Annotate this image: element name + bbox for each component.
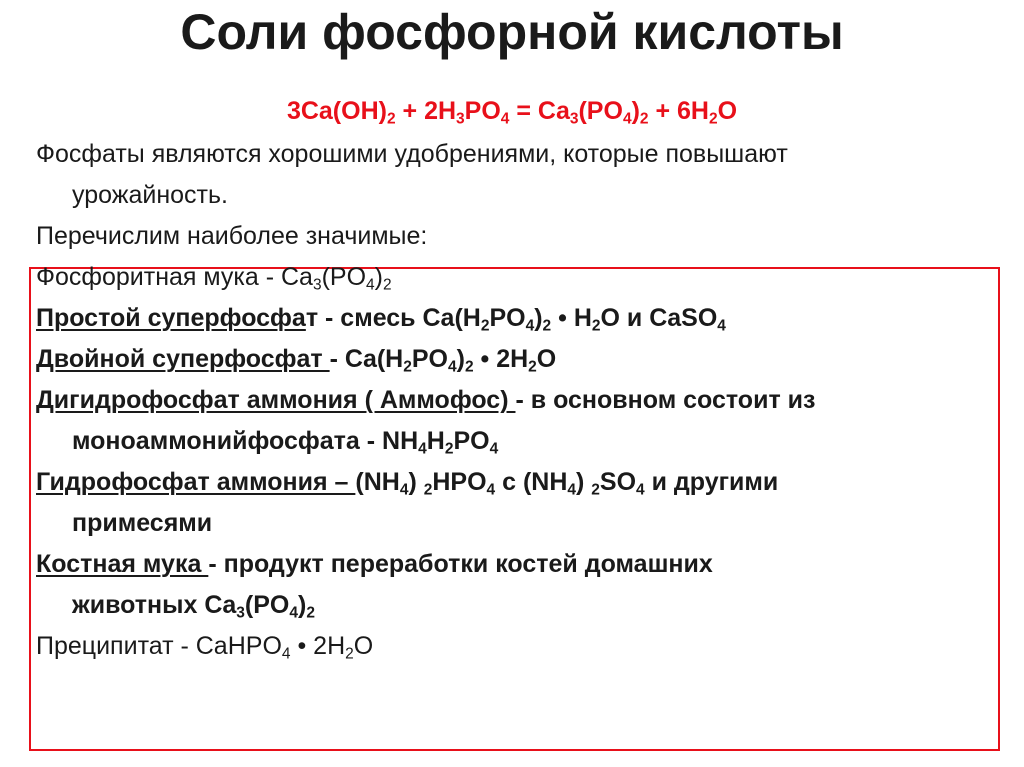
subscript: 2 bbox=[386, 110, 396, 128]
subscript: 2 bbox=[382, 276, 392, 294]
text-run: O bbox=[353, 632, 374, 660]
subscript: 4 bbox=[281, 645, 291, 663]
subscript: 2 bbox=[423, 481, 433, 499]
term-name: Простой суперфосфа bbox=[36, 304, 306, 332]
text-run: примесями bbox=[72, 509, 213, 537]
text-run: - продукт переработки костей домашних bbox=[208, 550, 713, 578]
text-run: • 2H bbox=[290, 632, 346, 660]
line-hydrophosphate-1 bbox=[36, 462, 996, 503]
text-run: H bbox=[426, 427, 445, 455]
subscript: 2 bbox=[528, 358, 537, 376]
subscript: 3 bbox=[312, 276, 322, 294]
text-run: ) bbox=[408, 468, 424, 496]
line-hydrophosphate-2 bbox=[36, 503, 996, 544]
line-precipitate bbox=[36, 626, 996, 667]
line-intro-2 bbox=[36, 175, 996, 216]
subscript: 4 bbox=[500, 110, 510, 128]
text-run: ) bbox=[298, 591, 307, 619]
line-list-heading bbox=[36, 216, 996, 257]
subscript: 3 bbox=[569, 110, 579, 128]
text-run: O и CaSO bbox=[600, 304, 718, 332]
subscript: 3 bbox=[456, 110, 465, 128]
text-run: (PO bbox=[578, 97, 623, 125]
subscript: 4 bbox=[717, 317, 726, 335]
subscript: 4 bbox=[636, 481, 645, 499]
text-run: O bbox=[536, 345, 557, 373]
text-run: + 6H bbox=[648, 97, 709, 125]
text-run: PO bbox=[411, 345, 448, 373]
subscript: 4 bbox=[289, 604, 298, 622]
subscript: 2 bbox=[639, 110, 649, 128]
line-ammophos-1 bbox=[36, 380, 996, 421]
line-simple-superphosphate bbox=[36, 298, 996, 339]
line-intro-1 bbox=[36, 134, 996, 175]
subscript: 4 bbox=[489, 440, 499, 458]
line-ammophos-2 bbox=[36, 421, 996, 462]
text-run: PO bbox=[464, 97, 501, 125]
text-run: ) bbox=[456, 345, 465, 373]
text-run: урожайность. bbox=[72, 181, 228, 209]
text-run: HPO bbox=[432, 468, 487, 496]
subscript: 4 bbox=[399, 481, 409, 499]
reaction-equation bbox=[0, 95, 1024, 127]
subscript: 4 bbox=[366, 276, 375, 294]
subscript: 4 bbox=[622, 110, 632, 128]
subscript: 2 bbox=[591, 317, 601, 335]
text-run: (PO bbox=[321, 263, 367, 291]
term-name: Гидрофосфат аммония – bbox=[36, 468, 356, 496]
text-run: (NH bbox=[355, 468, 400, 496]
subscript: 2 bbox=[480, 317, 490, 335]
text-run: с (NH bbox=[495, 468, 568, 496]
text-run: ) bbox=[631, 97, 640, 125]
subscript: 2 bbox=[708, 110, 718, 128]
text-run: • H bbox=[551, 304, 592, 332]
text-run: ) bbox=[374, 263, 383, 291]
subscript: 3 bbox=[236, 604, 245, 622]
subscript: 2 bbox=[464, 358, 474, 376]
slide-body bbox=[36, 134, 996, 667]
text-run: Перечислим наиболее значимые: bbox=[36, 222, 428, 250]
text-run: т - смесь Ca(H bbox=[305, 304, 481, 332]
text-run: PO bbox=[489, 304, 526, 332]
subscript: 4 bbox=[418, 440, 427, 458]
term-name: Костная мука bbox=[36, 550, 209, 578]
subscript: 2 bbox=[444, 440, 454, 458]
text-run: • 2H bbox=[473, 345, 529, 373]
line-phosphorite-flour bbox=[36, 257, 996, 298]
text-run: Фосфаты являются хорошими удобрениями, которые повышают bbox=[36, 140, 788, 168]
text-run: моноаммонийфосфата - NH bbox=[72, 427, 419, 455]
line-bone-meal-2 bbox=[36, 585, 996, 626]
subscript: 4 bbox=[525, 317, 535, 335]
text-run: ) bbox=[534, 304, 543, 332]
line-double-superphosphate bbox=[36, 339, 996, 380]
subscript: 4 bbox=[447, 358, 457, 376]
text-run: O bbox=[717, 97, 738, 125]
text-run: = Ca bbox=[509, 97, 570, 125]
subscript: 2 bbox=[542, 317, 552, 335]
slide-title: Соли фосфорной кислоты bbox=[180, 4, 844, 60]
subscript: 2 bbox=[403, 358, 412, 376]
term-name: Дигидрофосфат аммония ( Аммофос) bbox=[36, 386, 516, 414]
text-run: + 2H bbox=[395, 97, 457, 125]
line-bone-meal-1 bbox=[36, 544, 996, 585]
text-run: SO bbox=[599, 468, 637, 496]
subscript: 2 bbox=[345, 645, 354, 663]
subscript: 2 bbox=[591, 481, 600, 499]
text-run: - в основном состоит из bbox=[515, 386, 816, 414]
text-run: ) bbox=[576, 468, 592, 496]
text-run: Фосфоритная мука - Ca bbox=[36, 263, 313, 291]
text-run: и другими bbox=[644, 468, 779, 496]
text-run: - Ca(H bbox=[329, 345, 404, 373]
subscript: 4 bbox=[567, 481, 577, 499]
subscript: 4 bbox=[486, 481, 496, 499]
subscript: 2 bbox=[306, 604, 315, 622]
text-run: PO bbox=[453, 427, 490, 455]
text-run: Преципитат - CaHPO bbox=[36, 632, 282, 660]
text-run: 3Ca(OH) bbox=[286, 97, 387, 125]
text-run: (PO bbox=[244, 591, 290, 619]
text-run: животных Ca bbox=[72, 591, 237, 619]
term-name: Двойной суперфосфат bbox=[36, 345, 330, 373]
